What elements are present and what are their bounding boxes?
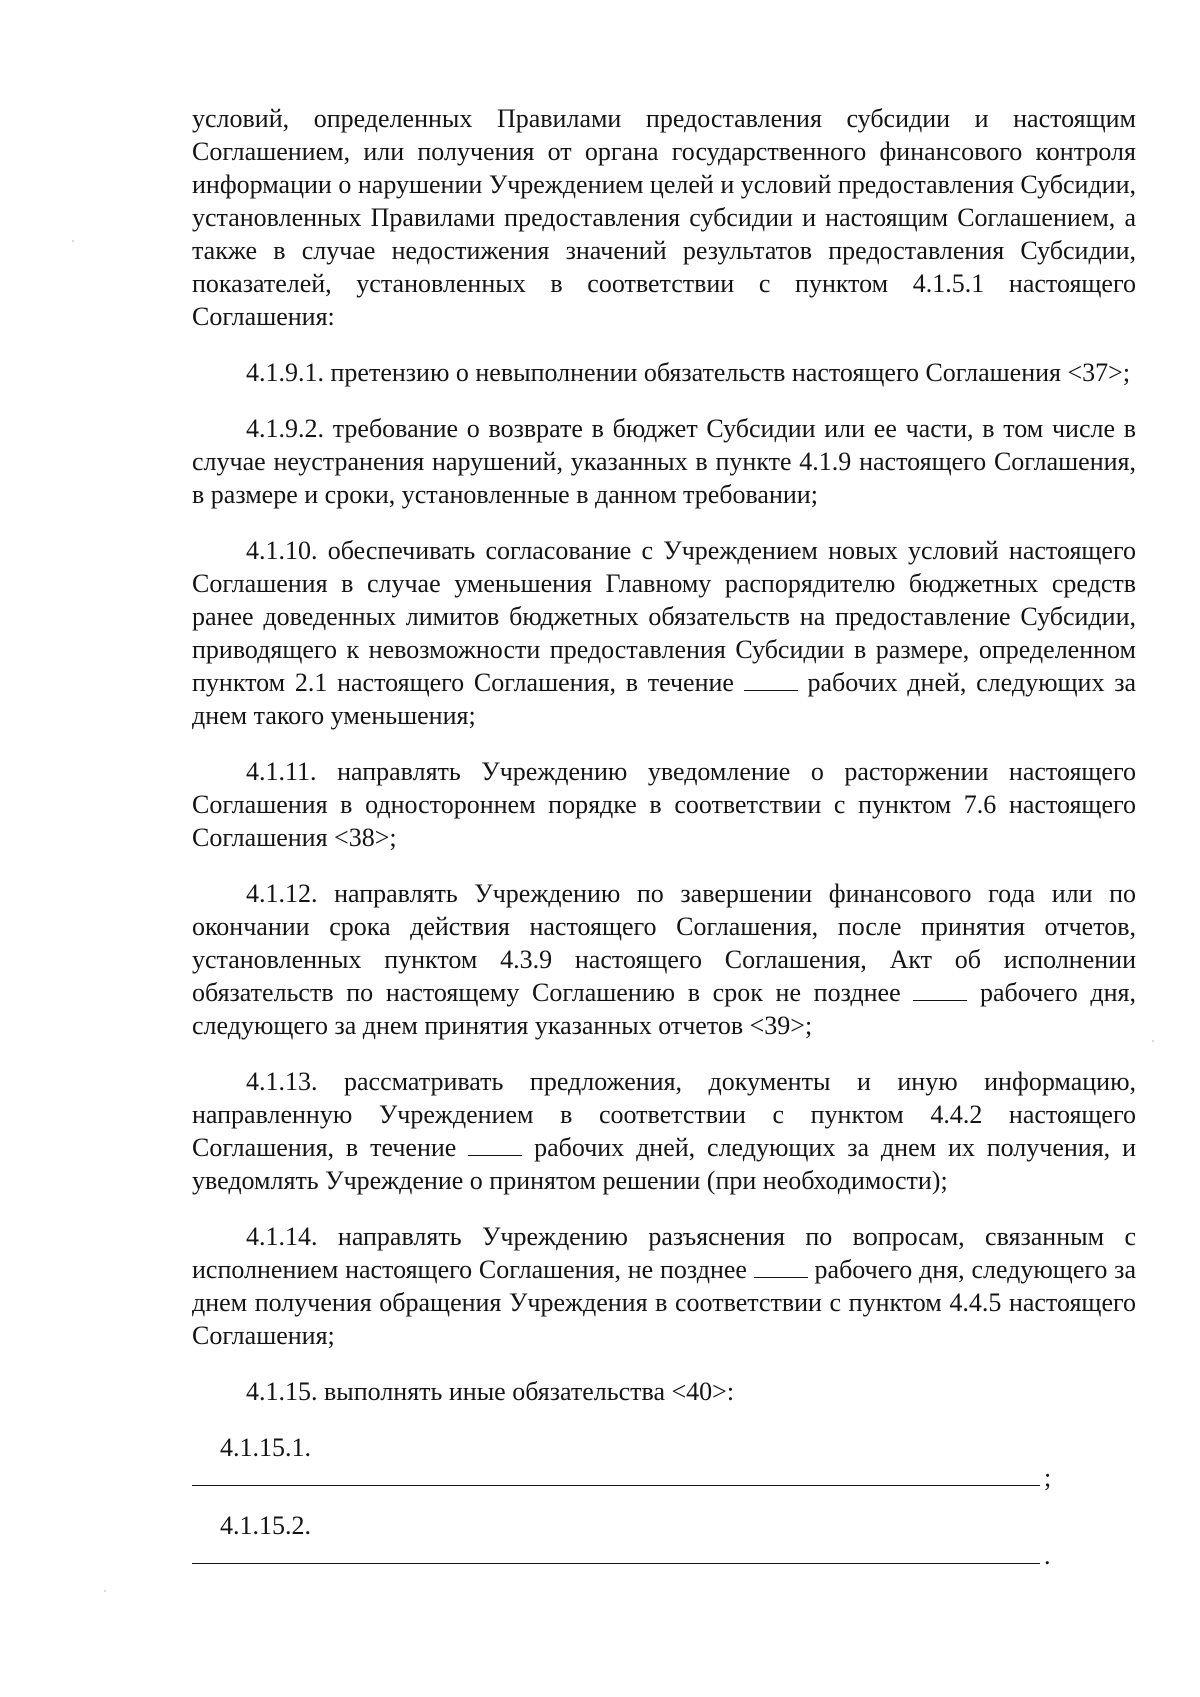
document-page: [192, 102, 1136, 1571]
scan-speck: [1152, 1040, 1154, 1042]
blank-fill-line: [192, 1485, 1040, 1486]
paragraph-4-1-10-text-after: рабочих дней, следующих за днем такого уменьшения;: [192, 668, 1137, 730]
paragraph-4-1-12: [192, 877, 1136, 1042]
paragraph-4-1-12-text-after: рабочего дня, следующего за днем принятия указанных отчетов <39>;: [192, 978, 1136, 1040]
subitem-label: 4.1.15.1.: [220, 1433, 311, 1462]
paragraph-4-1-11: 4.1.11. направлять Учреждению уведомление о расторжении настоящего Соглашения в одностороннем порядке в соответствии с пунктом 7.6 настоящего Соглашения <38>;: [192, 757, 1136, 852]
paragraph-4-1-15: 4.1.15. выполнять иные обязательства <40>:: [246, 1377, 735, 1406]
blank-fill-line: [754, 1253, 808, 1278]
blank-fill-line: [913, 976, 967, 1001]
paragraph-4-1-10: [192, 534, 1136, 732]
paragraph-4-1-13-text-after: рабочих дней, следующих за днем их получения, и уведомлять Учреждение о принятом решении (при необходимости);: [192, 1133, 1136, 1195]
paragraph-4-1-12-text-before: 4.1.12. направлять Учреждению по завершении финансового года или по окончании срока действия настоящего Соглашения, после принятия отчетов, установленных пунктом 4.3.9 настоящего Соглашения, Акт об исполнении обязательств по настоящему Соглашению в срок не позднее: [192, 879, 1136, 1007]
paragraph-4-1-9-2: 4.1.9.2. требование о возврате в бюджет Субсидии или ее части, в том числе в случае неустранения нарушений, указанных в пункте 4.1.9 настоящего Соглашения, в размере и сроки, установленные в данном требовании;: [192, 414, 1136, 509]
paragraph-4-1-9-1: 4.1.9.1. претензию о невыполнении обязательств настоящего Соглашения <37>;: [246, 358, 1131, 387]
paragraph-4-1-14-text-after: рабочего дня, следующего за днем получения обращения Учреждения в соответствии с пунктом 4.4.5 настоящего Соглашения;: [192, 1255, 1136, 1350]
subitem-label: 4.1.15.2.: [220, 1511, 311, 1540]
paragraph-4-1-13-text-before: 4.1.13. рассматривать предложения, документы и иную информацию, направленную Учреждением в соответствии с пунктом 4.4.2 настоящего Соглашения, в течение: [192, 1067, 1136, 1162]
line-end-punctuation: ;: [1044, 1463, 1052, 1492]
paragraph-4-1-13: [192, 1065, 1136, 1197]
paragraph-4-1-14: [192, 1220, 1136, 1352]
blank-fill-line: [192, 1563, 1040, 1564]
blank-fill-line: [744, 666, 798, 691]
blank-fill-line: [468, 1131, 522, 1156]
scan-speck: [72, 240, 74, 242]
paragraph-4-1-10-text-before: 4.1.10. обеспечивать согласование с Учреждением новых условий настоящего Соглашения в случае уменьшения Главному распорядителю бюджетных средств ранее доведенных лимитов бюджетных обязательств на предоставление Субсидии, приводящего к невозможности предоставления Субсидии в размере, определенном пунктом 2.1 настоящего Соглашения, в течение: [192, 536, 1136, 697]
subitem-4-1-15-2: [192, 1509, 1136, 1571]
paragraph-continuation: условий, определенных Правилами предоставления субсидии и настоящим Соглашением, или получения от органа государственного финансового контроля информации о нарушении Учреждением целей и условий предоставления Субсидии, установленных Правилами предоставления субсидии и настоящим Соглашением, а также в случае недостижения значений результатов предоставления Субсидии, показателей, установленных в соответствии с пунктом 4.1.5.1 настоящего Соглашения:: [192, 104, 1136, 331]
scan-speck: [104, 1590, 106, 1592]
line-end-punctuation: .: [1044, 1541, 1051, 1570]
paragraph-4-1-14-text-before: 4.1.14. направлять Учреждению разъяснения по вопросам, связанным с исполнением настоящего Соглашения, не позднее: [192, 1222, 1136, 1284]
subitem-4-1-15-1: [192, 1431, 1136, 1493]
